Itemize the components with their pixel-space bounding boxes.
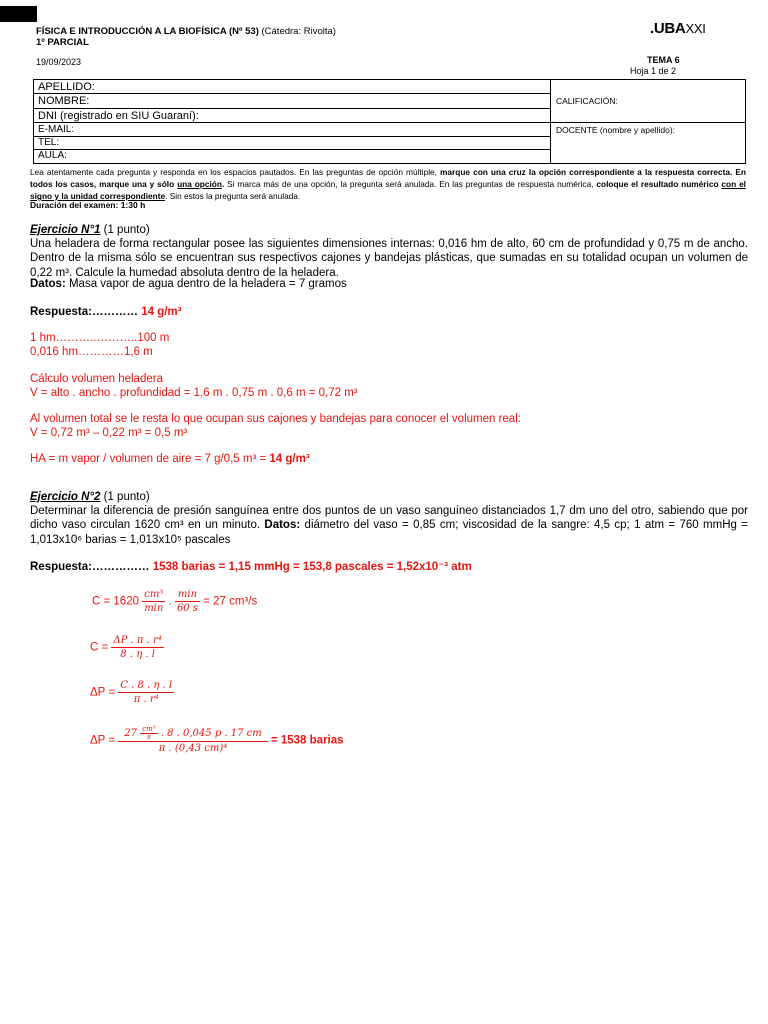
calificacion-label: CALIFICACIÓN: <box>556 96 618 106</box>
email-field[interactable]: E-MAIL: <box>34 123 550 137</box>
ex1-statement: Una heladera de forma rectangular posee las siguientes dimensiones internas: 0,016 hm de alto, 60 cm de profundidad y 0,75 m de ancho. Dentro de la misma sólo se encuentran sus respectivos cajones y bandejas plásticas, que sumadas en su totalidad ocupan un volumen de 0,22 m³. Calcule la humedad absoluta dentro de la heladera. <box>30 238 748 279</box>
ex1-volume-title: Cálculo volumen heladera <box>30 373 163 385</box>
ex2-pressure-formula: ΔP = $\frac{C . 8 . \eta . l}{\text{π . r⁴}}$ <box>90 680 173 705</box>
black-header-tab <box>0 6 37 22</box>
dni-field[interactable]: DNI (registrado en SIU Guaraní): <box>34 109 550 123</box>
aula-field[interactable]: AULA: <box>38 150 67 161</box>
ex1-datos: Datos: Masa vapor de agua dentro de la heladera = 7 gramos <box>30 278 347 290</box>
ex2-heading: Ejercicio N°2 (1 punto) <box>30 491 150 503</box>
student-fields <box>34 80 551 163</box>
ex2-statement: Determinar la diferencia de presión sanguínea entre dos puntos de un vaso sanguíneo distanciados 1,7 dm uno del otro, sabiendo que por dicho vaso circulan 1620 cm³ en un minuto. Datos: diámetro del vaso = 0,85 cm; viscosidad de la sangre: 4,5 cp; 1 atm = 760 mmHg = 1,013x10⁶ barias = 1,013x10⁵ pascales <box>30 505 748 546</box>
ex2-pressure-result: ΔP = 27 $\frac{\text{cm³}}{s}$ . 8 . 0,045 p . 17 cm π . (0,43 cm)⁴ = 1538 barias <box>90 725 344 754</box>
ex1-real-volume-calc: V = 0,72 m³ – 0,22 m³ = 0,5 m³ <box>30 427 188 439</box>
exam-instructions: Lea atentamente cada pregunta y responda en los espacios pautados. En las preguntas de opción múltiple, marque con una cruz la opción correspondiente a la respuesta correcta. En todos los casos, marque una y sólo una opción. Si marca más de una opción, la pregunta será anulada. En las preguntas de respuesta numérica, coloque el resultado numérico con el signo y la unidad correspondiente. Sin estos la pregunta será anulada. <box>30 167 746 201</box>
page-indicator: Hoja 1 de 2 <box>630 66 677 76</box>
student-info-form <box>33 79 746 164</box>
exam-date: 19/09/2023 <box>36 57 82 67</box>
exam-title: FÍSICA E INTRODUCCIÓN A LA BIOFÍSICA (Nº 53) (Cátedra: Rivolta) <box>36 26 336 37</box>
calificacion-box <box>550 80 745 123</box>
nombre-field[interactable]: NOMBRE: <box>34 94 550 109</box>
ex1-conversion-2: 0,016 hm…………1,6 m <box>30 346 153 358</box>
tema-label: TEMA 6 <box>647 55 680 65</box>
ex2-poiseuille-formula: C = $\frac{\text{ΔP . π . r⁴}}{8 . \eta . l}$ <box>90 635 162 660</box>
exam-duration: Duración del examen: 1:30 h <box>30 200 146 210</box>
uba-xxi-logo: .UBAXXI <box>650 20 706 37</box>
ex1-real-volume-title: Al volumen total se le resta lo que ocupan sus cajones y bandejas para conocer el volumen real: <box>30 413 521 425</box>
apellido-field[interactable]: APELLIDO: <box>34 80 550 94</box>
ex1-volume-calc: V = alto . ancho . profundidad = 1,6 m . 0,75 m . 0,6 m = 0,72 m³ <box>30 387 358 399</box>
ex2-flow-formula: C = 1620 $\frac{\text{cm³}}{\min}$ . $\frac{\min}{60 s}$ = 27 cm³/s <box>92 589 258 614</box>
ex1-conversion-1: 1 hm………..………..100 m <box>30 332 170 344</box>
tel-field[interactable]: TEL: <box>34 137 550 150</box>
ex2-answer: Respuesta:…………… 1538 barias = 1,15 mmHg = 153,8 pascales = 1,52x10⁻³ atm <box>30 561 472 573</box>
ex1-humidity-calc: HA = m vapor / volumen de aire = 7 g/0,5 m³ = 14 g/m³ <box>30 453 310 465</box>
exam-subtitle: 1º PARCIAL <box>36 37 89 48</box>
ex1-heading: Ejercicio N°1 (1 punto) <box>30 224 150 236</box>
docente-label: DOCENTE (nombre y apellido): <box>556 125 676 135</box>
ex1-answer: Respuesta:………… 14 g/m³ <box>30 306 182 318</box>
